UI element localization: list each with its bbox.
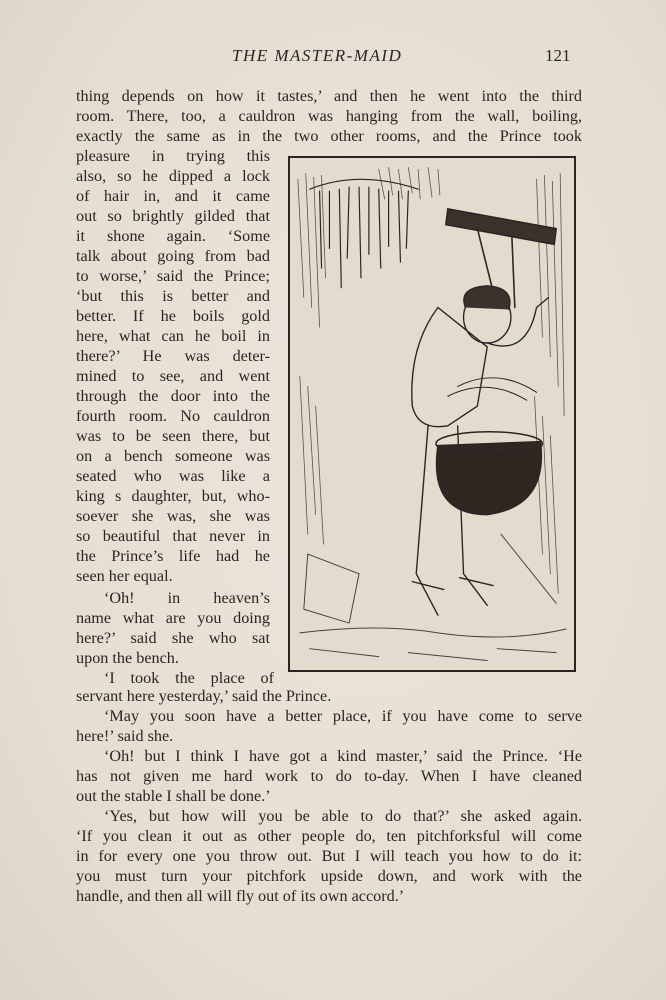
text-line: of hair in, and it came	[76, 187, 270, 205]
text-line: upon the bench.	[76, 649, 179, 667]
text-line: on a bench someone was	[76, 447, 270, 465]
text-line: king s daughter, but, who-	[76, 487, 270, 505]
text-line: seated who was like a	[76, 467, 270, 485]
text-line: exactly the same as in the two other rooms, and the Prince took	[76, 127, 582, 145]
text-line: handle, and then all will fly out of its own accord.’	[76, 887, 405, 905]
text-line: also, so he dipped a lock	[76, 167, 270, 185]
text-line: in for every one you throw out. But I will teach you how to do it:	[76, 847, 582, 865]
text-line: seen her equal.	[76, 567, 173, 585]
text-line: has not given me hard work to do to-day. When I have cleaned	[76, 767, 582, 785]
text-line: better. If he boils gold	[76, 307, 270, 325]
text-line: ‘Oh! but I think I have got a kind master,’ said the Prince. ‘He	[104, 747, 582, 765]
text-line: ‘I took the place of	[104, 669, 274, 687]
text-line: here!’ said she.	[76, 727, 174, 745]
text-line: here?’ said she who sat	[76, 629, 270, 647]
text-line: was to be seen there, but	[76, 427, 270, 445]
text-line: name what are you doing	[76, 609, 270, 627]
cauldron	[436, 378, 543, 515]
text-line: here, what can he boil in	[76, 327, 270, 345]
running-title: THE MASTER-MAID	[232, 46, 403, 65]
text-line: out the stable I shall be done.’	[76, 787, 271, 805]
page-number: 121	[545, 46, 571, 65]
text-line: fourth room. No cauldron	[76, 407, 270, 425]
illustration-prince-and-cauldron	[288, 156, 576, 672]
text-line: so beautiful that never in	[76, 527, 270, 545]
text-line: the Prince’s life had he	[76, 547, 270, 565]
roof-beam	[446, 209, 556, 245]
text-line: ‘If you clean it out as other people do, ten pitchforksful will come	[76, 827, 582, 845]
text-line: ‘but this is better and	[76, 287, 270, 305]
text-line: ‘Yes, but how will you be able to do that?’ she asked again.	[104, 807, 582, 825]
text-line: soever she was, she was	[76, 507, 270, 525]
text-line: mined to see, and went	[76, 367, 270, 385]
pen-and-ink-illustration	[290, 158, 574, 670]
text-line: through the door into the	[76, 387, 270, 405]
text-line: there?’ He was deter-	[76, 347, 270, 365]
text-line: talk about going from bad	[76, 247, 270, 265]
text-line: out so brightly gilded that	[76, 207, 270, 225]
text-line: ‘Oh! in heaven’s	[104, 589, 270, 607]
text-line: room. There, too, a cauldron was hanging from the wall, boiling,	[76, 107, 582, 125]
text-line: it shone again. ‘Some	[76, 227, 270, 245]
page-header	[0, 46, 666, 70]
text-line: thing depends on how it tastes,’ and then he went into the third	[76, 87, 582, 105]
text-line: ‘May you soon have a better place, if you have come to serve	[104, 707, 582, 725]
text-line: servant here yesterday,’ said the Prince.	[76, 687, 332, 705]
floor-lines	[300, 534, 566, 660]
text-line: to worse,’ said the Prince;	[76, 267, 270, 285]
text-line: pleasure in trying this	[76, 147, 270, 165]
text-line: you must turn your pitchfork upside down, and work with the	[76, 867, 582, 885]
